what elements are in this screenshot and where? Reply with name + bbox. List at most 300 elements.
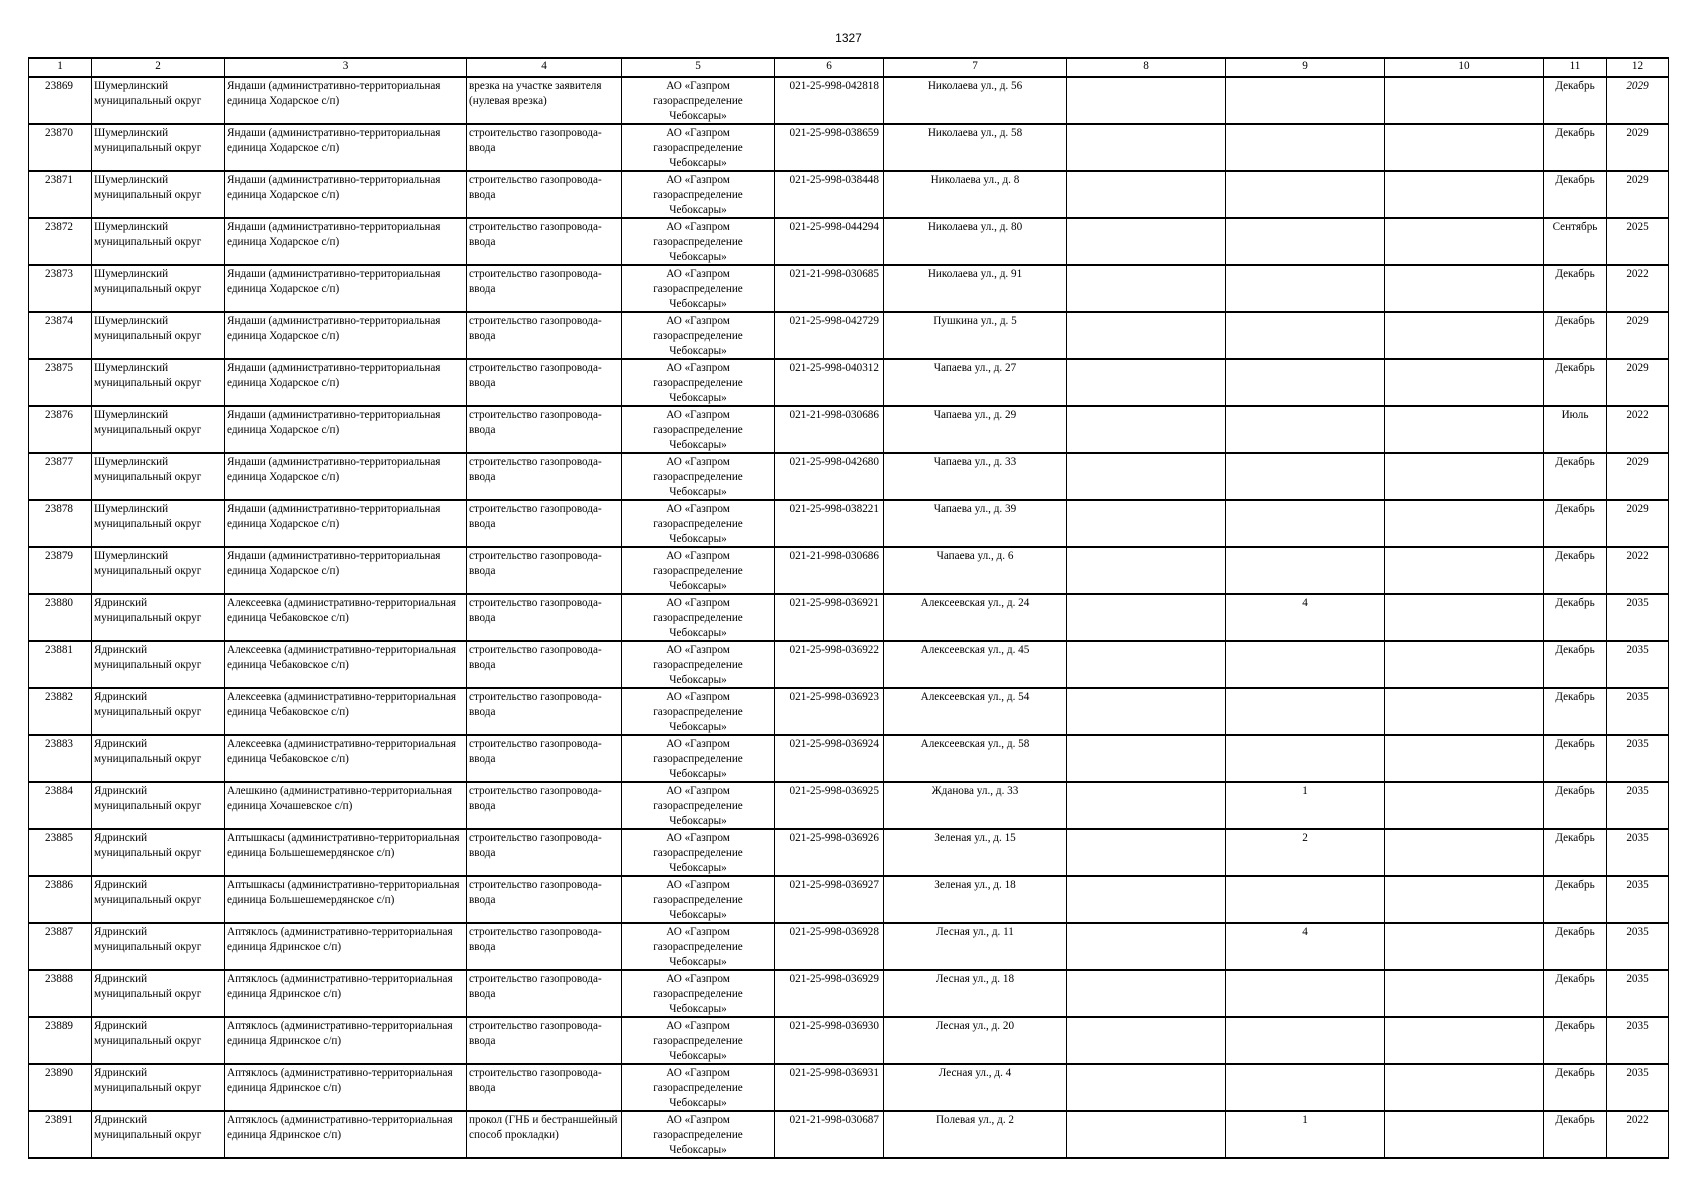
work-type-cell-text: строительство газопровода-ввода	[469, 597, 602, 624]
district-cell	[92, 829, 225, 876]
address-cell	[884, 547, 1067, 594]
district-cell-text: Ядринский муниципальный округ	[94, 691, 202, 718]
object-code-cell	[775, 265, 884, 312]
district-cell-text: Ядринский муниципальный округ	[94, 973, 202, 1000]
organization-cell-text: АО «Газпром газораспределение Чебоксары»	[653, 221, 743, 263]
organization-cell	[622, 923, 775, 970]
year-cell-text: 2022	[1626, 1114, 1649, 1126]
year-cell	[1607, 77, 1669, 124]
row-number-cell	[29, 171, 92, 218]
district-cell-text: Шумерлинский муниципальный округ	[94, 362, 202, 389]
address-cell	[884, 688, 1067, 735]
column-10-cell	[1385, 688, 1544, 735]
month-cell-text: Декабрь	[1555, 127, 1595, 139]
work-type-cell	[467, 406, 622, 453]
object-code-cell-text: 021-25-998-038659	[789, 127, 879, 139]
column-10-cell	[1385, 312, 1544, 359]
object-code-cell-text: 021-21-998-030687	[789, 1114, 879, 1126]
work-type-cell	[467, 359, 622, 406]
year-cell-text: 2025	[1626, 221, 1649, 233]
column-header: 11	[1544, 58, 1607, 77]
district-cell-text: Ядринский муниципальный округ	[94, 926, 202, 953]
column-9-cell	[1226, 171, 1385, 218]
object-code-cell	[775, 688, 884, 735]
locality-cell	[225, 500, 467, 547]
row-number-cell	[29, 688, 92, 735]
row-number-cell-text: 23885	[45, 832, 73, 844]
work-type-cell-text: строительство газопровода-ввода	[469, 127, 602, 154]
address-cell	[884, 171, 1067, 218]
object-code-cell-text: 021-25-998-036921	[789, 597, 879, 609]
work-type-cell	[467, 970, 622, 1017]
row-number-cell	[29, 641, 92, 688]
row-number-cell	[29, 876, 92, 923]
month-cell	[1544, 876, 1607, 923]
row-number-cell-text: 23887	[45, 926, 73, 938]
column-9-cell-text: 2	[1302, 832, 1308, 844]
column-8-cell	[1067, 829, 1226, 876]
column-8-cell	[1067, 923, 1226, 970]
district-cell-text: Ядринский муниципальный округ	[94, 1114, 202, 1141]
locality-cell-text: Яндаши (административно-территориальная единица Ходарское с/п)	[227, 268, 441, 295]
object-code-cell-text: 021-25-998-042729	[789, 315, 879, 327]
address-cell-text: Лесная ул., д. 20	[935, 1020, 1015, 1032]
object-code-cell-text: 021-25-998-036930	[789, 1020, 879, 1032]
column-9-cell	[1226, 923, 1385, 970]
month-cell	[1544, 923, 1607, 970]
year-cell	[1607, 1064, 1669, 1111]
column-9-cell	[1226, 1111, 1385, 1158]
address-cell-text: Алексеевская ул., д. 58	[920, 738, 1030, 750]
column-9-cell-text: 4	[1302, 597, 1308, 609]
year-cell-text: 2029	[1626, 80, 1649, 92]
object-code-cell	[775, 641, 884, 688]
year-cell	[1607, 594, 1669, 641]
locality-cell-text: Аптяклось (административно-территориальная единица Ядринское с/п)	[227, 1067, 453, 1094]
table-row	[29, 1017, 1669, 1064]
month-cell-text: Декабрь	[1555, 315, 1595, 327]
district-cell	[92, 359, 225, 406]
address-cell-text: Николаева ул., д. 8	[930, 174, 1020, 186]
month-cell-text: Декабрь	[1555, 879, 1595, 891]
month-cell-text: Декабрь	[1555, 1114, 1595, 1126]
district-cell-text: Шумерлинский муниципальный округ	[94, 503, 202, 530]
locality-cell-text: Яндаши (административно-территориальная единица Ходарское с/п)	[227, 409, 441, 436]
row-number-cell-text: 23879	[45, 550, 73, 562]
work-type-cell-text: строительство газопровода-ввода	[469, 409, 602, 436]
column-8-cell	[1067, 265, 1226, 312]
page-number: 1327	[835, 31, 862, 45]
row-number-cell	[29, 829, 92, 876]
locality-cell	[225, 312, 467, 359]
organization-cell-text: АО «Газпром газораспределение Чебоксары»	[653, 1020, 743, 1062]
month-cell	[1544, 77, 1607, 124]
organization-cell-text: АО «Газпром газораспределение Чебоксары»	[653, 503, 743, 545]
year-cell	[1607, 171, 1669, 218]
object-code-cell	[775, 923, 884, 970]
district-cell	[92, 312, 225, 359]
table-row	[29, 218, 1669, 265]
row-number-cell-text: 23871	[45, 174, 73, 186]
month-cell-text: Декабрь	[1555, 1020, 1595, 1032]
month-cell-text: Декабрь	[1555, 691, 1595, 703]
object-code-cell-text: 021-25-998-036928	[789, 926, 879, 938]
column-header: 12	[1607, 58, 1669, 77]
month-cell	[1544, 735, 1607, 782]
year-cell	[1607, 782, 1669, 829]
column-header: 4	[467, 58, 622, 77]
column-10-cell	[1385, 923, 1544, 970]
work-type-cell-text: строительство газопровода-ввода	[469, 456, 602, 483]
locality-cell-text: Аптяклось (административно-территориальная единица Ядринское с/п)	[227, 973, 453, 1000]
organization-cell	[622, 312, 775, 359]
column-10-cell	[1385, 359, 1544, 406]
column-8-cell	[1067, 453, 1226, 500]
locality-cell-text: Яндаши (административно-территориальная единица Ходарское с/п)	[227, 127, 441, 154]
year-cell-text: 2035	[1626, 973, 1649, 985]
address-cell-text: Николаева ул., д. 80	[927, 221, 1023, 233]
organization-cell	[622, 547, 775, 594]
district-cell-text: Шумерлинский муниципальный округ	[94, 268, 202, 295]
locality-cell-text: Алексеевка (административно-территориальная единица Чебаковское с/п)	[227, 738, 457, 765]
column-10-cell	[1385, 876, 1544, 923]
table-body	[29, 77, 1669, 1158]
month-cell-text: Декабрь	[1555, 597, 1595, 609]
organization-cell	[622, 500, 775, 547]
work-type-cell-text: строительство газопровода-ввода	[469, 691, 602, 718]
year-cell-text: 2029	[1626, 362, 1649, 374]
object-code-cell	[775, 547, 884, 594]
year-cell-text: 2035	[1626, 691, 1649, 703]
address-cell	[884, 782, 1067, 829]
address-cell-text: Николаева ул., д. 91	[927, 268, 1023, 280]
year-cell-text: 2029	[1626, 503, 1649, 515]
table-row	[29, 171, 1669, 218]
table-row	[29, 1111, 1669, 1158]
locality-cell	[225, 782, 467, 829]
month-cell-text: Июль	[1561, 409, 1589, 421]
year-cell-text: 2035	[1626, 785, 1649, 797]
district-cell	[92, 641, 225, 688]
address-cell	[884, 1017, 1067, 1064]
object-code-cell-text: 021-21-998-030686	[789, 550, 879, 562]
address-cell	[884, 923, 1067, 970]
column-8-cell	[1067, 1017, 1226, 1064]
row-number-cell-text: 23878	[45, 503, 73, 515]
table-row	[29, 77, 1669, 124]
column-9-cell	[1226, 312, 1385, 359]
address-cell	[884, 124, 1067, 171]
row-number-cell	[29, 1111, 92, 1158]
district-cell	[92, 594, 225, 641]
locality-cell-text: Аптышкасы (административно-территориальная единица Большешемердянское с/п)	[227, 879, 460, 906]
address-cell-text: Алексеевская ул., д. 24	[920, 597, 1030, 609]
year-cell	[1607, 970, 1669, 1017]
month-cell	[1544, 312, 1607, 359]
row-number-cell	[29, 406, 92, 453]
column-8-cell	[1067, 876, 1226, 923]
column-9-cell	[1226, 594, 1385, 641]
column-8-cell	[1067, 406, 1226, 453]
object-code-cell	[775, 406, 884, 453]
column-9-cell	[1226, 406, 1385, 453]
row-number-cell	[29, 1064, 92, 1111]
work-type-cell	[467, 265, 622, 312]
organization-cell-text: АО «Газпром газораспределение Чебоксары»	[653, 785, 743, 827]
district-cell	[92, 970, 225, 1017]
column-9-cell	[1226, 735, 1385, 782]
table-row	[29, 970, 1669, 1017]
locality-cell	[225, 594, 467, 641]
district-cell	[92, 500, 225, 547]
address-cell	[884, 453, 1067, 500]
locality-cell	[225, 406, 467, 453]
column-9-cell-text: 1	[1302, 1114, 1308, 1126]
column-8-cell	[1067, 218, 1226, 265]
column-9-cell	[1226, 218, 1385, 265]
month-cell-text: Декабрь	[1555, 926, 1595, 938]
object-code-cell	[775, 735, 884, 782]
organization-cell	[622, 688, 775, 735]
month-cell-text: Декабрь	[1555, 738, 1595, 750]
work-type-cell-text: строительство газопровода-ввода	[469, 785, 602, 812]
district-cell-text: Шумерлинский муниципальный округ	[94, 315, 202, 342]
column-8-cell	[1067, 547, 1226, 594]
locality-cell	[225, 641, 467, 688]
work-type-cell	[467, 782, 622, 829]
column-8-cell	[1067, 500, 1226, 547]
column-10-cell	[1385, 970, 1544, 1017]
work-type-cell	[467, 1064, 622, 1111]
locality-cell-text: Алексеевка (административно-территориальная единица Чебаковское с/п)	[227, 644, 457, 671]
row-number-cell-text: 23877	[45, 456, 73, 468]
locality-cell	[225, 1111, 467, 1158]
district-cell	[92, 688, 225, 735]
year-cell-text: 2035	[1626, 738, 1649, 750]
address-cell	[884, 970, 1067, 1017]
address-cell	[884, 641, 1067, 688]
organization-cell	[622, 594, 775, 641]
month-cell-text: Сентябрь	[1552, 221, 1598, 233]
column-10-cell	[1385, 453, 1544, 500]
year-cell	[1607, 688, 1669, 735]
object-code-cell-text: 021-25-998-040312	[789, 362, 879, 374]
year-cell	[1607, 735, 1669, 782]
work-type-cell	[467, 77, 622, 124]
month-cell	[1544, 688, 1607, 735]
column-10-cell	[1385, 735, 1544, 782]
column-8-cell	[1067, 171, 1226, 218]
organization-cell-text: АО «Газпром газораспределение Чебоксары»	[653, 174, 743, 216]
organization-cell-text: АО «Газпром газораспределение Чебоксары»	[653, 456, 743, 498]
year-cell	[1607, 312, 1669, 359]
year-cell	[1607, 641, 1669, 688]
month-cell-text: Декабрь	[1555, 456, 1595, 468]
column-10-cell	[1385, 500, 1544, 547]
table-row	[29, 265, 1669, 312]
object-code-cell	[775, 171, 884, 218]
column-9-cell-text: 1	[1302, 785, 1308, 797]
district-cell	[92, 1111, 225, 1158]
column-10-cell	[1385, 782, 1544, 829]
organization-cell	[622, 77, 775, 124]
address-cell	[884, 218, 1067, 265]
row-number-cell	[29, 970, 92, 1017]
locality-cell	[225, 171, 467, 218]
year-cell-text: 2022	[1626, 409, 1649, 421]
month-cell	[1544, 970, 1607, 1017]
column-9-cell	[1226, 359, 1385, 406]
object-code-cell	[775, 218, 884, 265]
address-cell	[884, 500, 1067, 547]
district-cell	[92, 876, 225, 923]
column-10-cell	[1385, 641, 1544, 688]
organization-cell-text: АО «Газпром газораспределение Чебоксары»	[653, 362, 743, 404]
district-cell-text: Ядринский муниципальный округ	[94, 1020, 202, 1047]
row-number-cell	[29, 312, 92, 359]
locality-cell	[225, 1017, 467, 1064]
month-cell	[1544, 500, 1607, 547]
month-cell	[1544, 547, 1607, 594]
column-header: 8	[1067, 58, 1226, 77]
year-cell-text: 2022	[1626, 268, 1649, 280]
district-cell	[92, 265, 225, 312]
column-10-cell	[1385, 547, 1544, 594]
organization-cell-text: АО «Газпром газораспределение Чебоксары»	[653, 127, 743, 169]
table-row	[29, 876, 1669, 923]
row-number-cell	[29, 547, 92, 594]
work-type-cell	[467, 547, 622, 594]
column-8-cell	[1067, 1064, 1226, 1111]
object-code-cell	[775, 970, 884, 1017]
column-10-cell	[1385, 829, 1544, 876]
column-9-cell	[1226, 77, 1385, 124]
district-cell-text: Шумерлинский муниципальный округ	[94, 127, 202, 154]
row-number-cell	[29, 218, 92, 265]
year-cell-text: 2029	[1626, 315, 1649, 327]
column-8-cell	[1067, 641, 1226, 688]
row-number-cell	[29, 359, 92, 406]
work-type-cell-text: строительство газопровода-ввода	[469, 174, 602, 201]
month-cell	[1544, 1064, 1607, 1111]
column-10-cell	[1385, 265, 1544, 312]
district-cell	[92, 1017, 225, 1064]
district-cell-text: Ядринский муниципальный округ	[94, 644, 202, 671]
data-table	[28, 57, 1669, 1159]
work-type-cell	[467, 641, 622, 688]
month-cell	[1544, 124, 1607, 171]
district-cell-text: Шумерлинский муниципальный округ	[94, 221, 202, 248]
address-cell-text: Чапаева ул., д. 33	[933, 456, 1017, 468]
work-type-cell-text: строительство газопровода-ввода	[469, 550, 602, 577]
organization-cell	[622, 829, 775, 876]
year-cell	[1607, 124, 1669, 171]
month-cell-text: Декабрь	[1555, 1067, 1595, 1079]
work-type-cell	[467, 1111, 622, 1158]
district-cell	[92, 124, 225, 171]
column-10-cell	[1385, 406, 1544, 453]
column-header: 2	[92, 58, 225, 77]
table-row	[29, 688, 1669, 735]
object-code-cell-text: 021-25-998-042680	[789, 456, 879, 468]
locality-cell	[225, 265, 467, 312]
object-code-cell-text: 021-25-998-036926	[789, 832, 879, 844]
address-cell-text: Алексеевская ул., д. 45	[920, 644, 1030, 656]
column-10-cell	[1385, 1064, 1544, 1111]
object-code-cell	[775, 594, 884, 641]
work-type-cell	[467, 1017, 622, 1064]
row-number-cell-text: 23886	[45, 879, 73, 891]
year-cell	[1607, 500, 1669, 547]
column-10-cell	[1385, 77, 1544, 124]
locality-cell-text: Алексеевка (административно-территориальная единица Чебаковское с/п)	[227, 691, 457, 718]
row-number-cell-text: 23873	[45, 268, 73, 280]
row-number-cell	[29, 265, 92, 312]
month-cell	[1544, 406, 1607, 453]
table-row	[29, 500, 1669, 547]
organization-cell-text: АО «Газпром газораспределение Чебоксары»	[653, 926, 743, 968]
object-code-cell	[775, 124, 884, 171]
district-cell-text: Ядринский муниципальный округ	[94, 597, 202, 624]
organization-cell-text: АО «Газпром газораспределение Чебоксары»	[653, 738, 743, 780]
work-type-cell-text: строительство газопровода-ввода	[469, 315, 602, 342]
month-cell-text: Декабрь	[1555, 644, 1595, 656]
organization-cell	[622, 735, 775, 782]
table-row	[29, 1064, 1669, 1111]
object-code-cell	[775, 782, 884, 829]
object-code-cell-text: 021-25-998-038221	[789, 503, 879, 515]
row-number-cell	[29, 453, 92, 500]
object-code-cell	[775, 500, 884, 547]
row-number-cell	[29, 1017, 92, 1064]
locality-cell-text: Яндаши (административно-территориальная единица Ходарское с/п)	[227, 503, 441, 530]
locality-cell	[225, 453, 467, 500]
column-9-cell	[1226, 782, 1385, 829]
month-cell-text: Декабрь	[1555, 832, 1595, 844]
district-cell	[92, 406, 225, 453]
district-cell-text: Ядринский муниципальный округ	[94, 1067, 202, 1094]
row-number-cell-text: 23875	[45, 362, 73, 374]
column-10-cell	[1385, 1017, 1544, 1064]
object-code-cell	[775, 359, 884, 406]
district-cell-text: Шумерлинский муниципальный округ	[94, 456, 202, 483]
work-type-cell-text: строительство газопровода-ввода	[469, 362, 602, 389]
row-number-cell	[29, 923, 92, 970]
address-cell	[884, 312, 1067, 359]
month-cell-text: Декабрь	[1555, 550, 1595, 562]
locality-cell-text: Яндаши (административно-территориальная единица Ходарское с/п)	[227, 221, 441, 248]
column-9-cell	[1226, 500, 1385, 547]
address-cell-text: Жданова ул., д. 33	[931, 785, 1019, 797]
column-header: 6	[775, 58, 884, 77]
row-number-cell	[29, 782, 92, 829]
month-cell	[1544, 359, 1607, 406]
address-cell	[884, 594, 1067, 641]
locality-cell-text: Аптяклось (административно-территориальная единица Ядринское с/п)	[227, 1020, 453, 1047]
work-type-cell-text: прокол (ГНБ и бестраншейный способ прокладки)	[469, 1114, 618, 1141]
row-number-cell-text: 23874	[45, 315, 73, 327]
work-type-cell	[467, 453, 622, 500]
organization-cell	[622, 1064, 775, 1111]
row-number-cell-text: 23891	[45, 1114, 73, 1126]
table-row	[29, 359, 1669, 406]
row-number-cell-text: 23889	[45, 1020, 73, 1032]
column-10-cell	[1385, 124, 1544, 171]
object-code-cell	[775, 453, 884, 500]
locality-cell	[225, 923, 467, 970]
work-type-cell	[467, 923, 622, 970]
organization-cell-text: АО «Газпром газораспределение Чебоксары»	[653, 80, 743, 122]
